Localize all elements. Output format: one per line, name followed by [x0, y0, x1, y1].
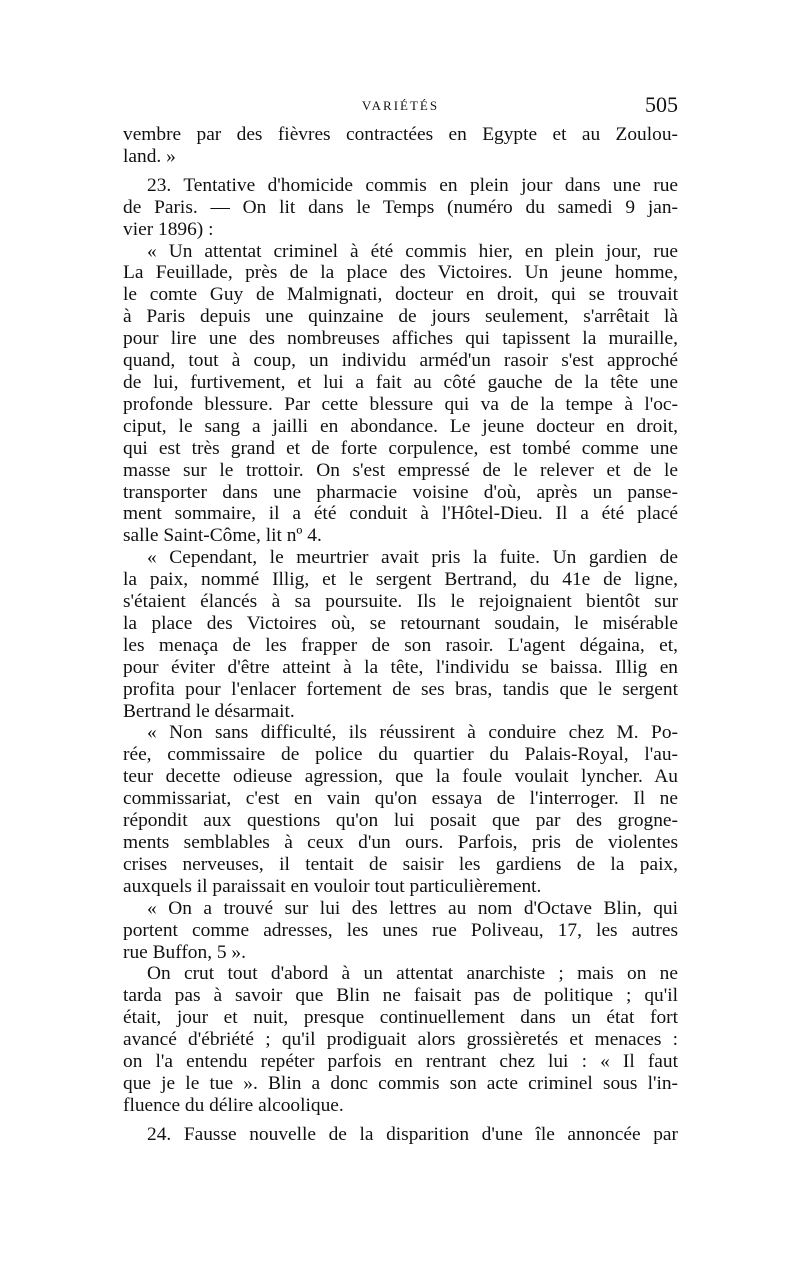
- text-line: rue Buffon, 5 ».: [123, 941, 246, 963]
- section-heading-line: 23. Tentative d'homicide commis en plein jour dans une rue: [147, 174, 678, 196]
- text-line: fluence du délire alcoolique.: [123, 1094, 344, 1116]
- text-line: salle Saint-Côme, lit nº 4.: [123, 525, 322, 547]
- text-line: profita pour l'enlacer fortement de ses bras, tandis que le sergent: [123, 678, 678, 700]
- text-line: « Cependant, le meurtrier avait pris la fuite. Un gardien de: [147, 547, 678, 569]
- text-line: masse sur le trottoir. On s'est empressé de le relever et de le: [123, 459, 678, 481]
- text-line: Bertrand le désarmait.: [123, 700, 295, 722]
- text-line: La Feuillade, près de la place des Victoires. Un jeune homme,: [123, 262, 678, 284]
- body-text: [123, 124, 678, 1146]
- text-line: répondit aux questions qu'on lui posait que par des grogne-: [123, 810, 678, 832]
- text-line: teur decette odieuse agression, que la foule voulait lyncher. Au: [123, 766, 678, 788]
- page-number: 505: [645, 92, 678, 117]
- text-line: transporter dans une pharmacie voisine d'où, après un panse-: [123, 481, 678, 503]
- text-line: qui est très grand et de forte corpulence, est tombé comme une: [123, 437, 678, 459]
- text-line: de Paris. — On lit dans le Temps (numéro du samedi 9 jan-: [123, 196, 678, 218]
- text-line: profonde blessure. Par cette blessure qui va de la tempe à l'oc-: [123, 393, 678, 415]
- text-line: de lui, furtivement, et lui a fait au côté gauche de la tête une: [123, 371, 678, 393]
- text-line: que je le tue ». Blin a donc commis son acte criminel sous l'in-: [123, 1072, 678, 1094]
- text-line: quand, tout à coup, un individu arméd'un rasoir s'est approché: [123, 350, 678, 372]
- text-line: crises nerveuses, il tentait de saisir les gardiens de la paix,: [123, 853, 678, 875]
- text-line: à Paris depuis une quinzaine de jours seulement, s'arrêtait là: [123, 306, 678, 328]
- text-line: auxquels il paraissait en vouloir tout particulièrement.: [123, 875, 542, 897]
- text-line: commissariat, c'est en vain qu'on essaya de l'interroger. Il ne: [123, 788, 678, 810]
- text-line: ments semblables à ceux d'un ours. Parfois, pris de violentes: [123, 832, 678, 853]
- text-line: pour éviter d'être atteint à la tête, l'individu se baissa. Illig en: [123, 656, 678, 678]
- text-line: On crut tout d'abord à un attentat anarchiste ; mais on ne: [147, 963, 678, 985]
- text-line: rée, commissaire de police du quartier du Palais-Royal, l'au-: [123, 744, 678, 766]
- section-heading-line: 24. Fausse nouvelle de la disparition d'une île annoncée par: [147, 1123, 678, 1145]
- text-line: avancé d'ébriété ; qu'il prodiguait alors grossièretés et menaces :: [123, 1029, 678, 1051]
- text-line: portent comme adresses, les unes rue Poliveau, 17, les autres: [123, 919, 678, 941]
- running-head-title: VARIÉTÉS: [361, 98, 440, 113]
- running-head: [123, 92, 678, 120]
- text-line: land. »: [123, 145, 176, 167]
- text-line: vier 1896) :: [123, 218, 214, 240]
- text-line: « On a trouvé sur lui des lettres au nom d'Octave Blin, qui: [147, 897, 678, 919]
- text-line: on l'a entendu repéter parfois en rentrant chez lui : « Il faut: [123, 1051, 678, 1073]
- text-line: était, jour et nuit, presque continuellement dans un état fort: [123, 1007, 678, 1029]
- text-line: les menaça de les frapper de son rasoir. L'agent dégaina, et,: [123, 634, 678, 656]
- text-line: pour lire une des nombreuses affiches qui tapissent la muraille,: [123, 328, 678, 350]
- text-line: « Un attentat criminel à été commis hier, en plein jour, rue: [147, 240, 678, 262]
- text-line: vembre par des fièvres contractées en Egypte et au Zoulou-: [123, 124, 678, 145]
- text-line: ment sommaire, il a été conduit à l'Hôtel-Dieu. Il a été placé: [123, 503, 678, 525]
- text-line: tarda pas à savoir que Blin ne faisait pas de politique ; qu'il: [123, 985, 678, 1007]
- text-line: ciput, le sang a jailli en abondance. Le jeune docteur en droit,: [123, 415, 678, 437]
- text-line: « Non sans difficulté, ils réussirent à conduire chez M. Po-: [147, 722, 678, 744]
- text-line: s'étaient élancés à sa poursuite. Ils le rejoignaient bientôt sur: [123, 591, 678, 613]
- text-line: le comte Guy de Malmignati, docteur en droit, qui se trouvait: [123, 284, 678, 306]
- text-line: la paix, nommé Illig, et le sergent Bertrand, du 41e de ligne,: [123, 569, 678, 591]
- text-line: la place des Victoires où, se retournant soudain, le misérable: [123, 612, 678, 634]
